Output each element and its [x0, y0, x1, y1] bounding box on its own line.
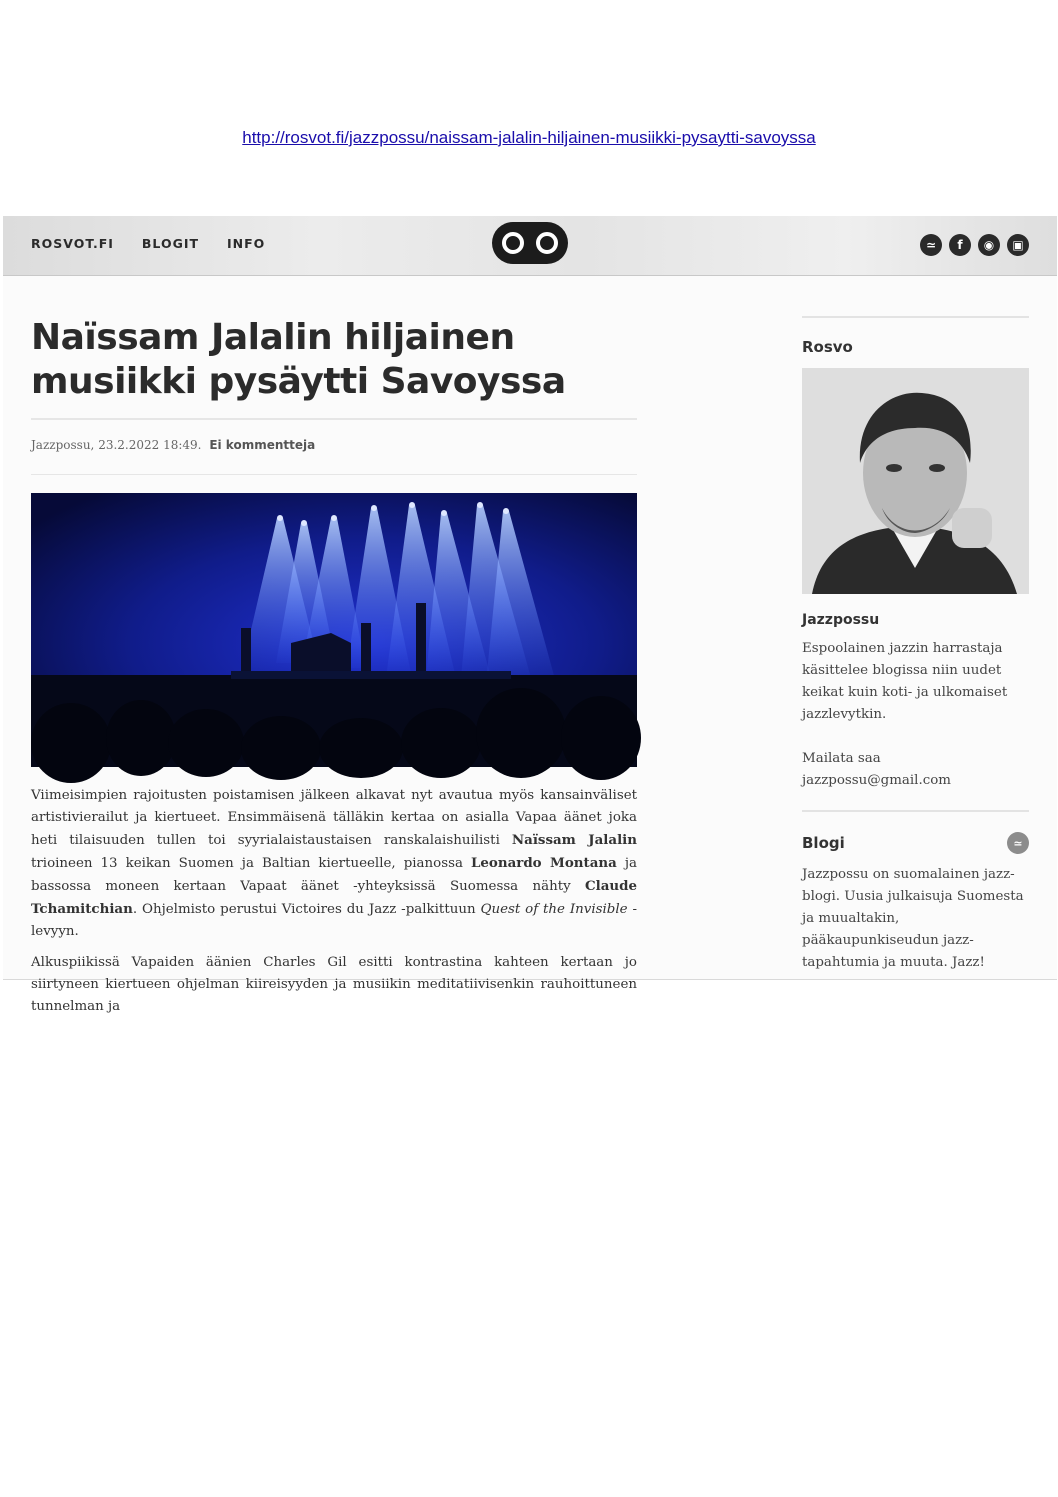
author-email: Mailata saa jazzpossu@gmail.com — [802, 751, 951, 788]
author-portrait — [802, 368, 1029, 594]
podcast-icon[interactable]: ◉ — [978, 234, 1000, 256]
rss-icon[interactable]: ≃ — [1007, 832, 1029, 854]
title-line-1: Naïssam Jalalin hiljainen — [31, 317, 515, 358]
facebook-icon[interactable]: f — [949, 234, 971, 256]
author-date: Jazzpossu, 23.2.2022 18:49. — [31, 438, 202, 452]
webpage-screenshot — [3, 216, 1057, 1014]
article — [31, 316, 637, 1027]
blog-heading: Blogi ≃ — [802, 832, 1029, 854]
paragraph-2: Alkuspiikissä Vapaiden äänien Charles Gil esitti kontrastina kahteen kertaan jo siirtyneen kiertueen ohjelman kiireisyyden ja musiikin meditatiivisenkin rauhoittuneen tunnelman ja — [31, 955, 637, 1014]
source-url-link[interactable]: http://rosvot.fi/jazzpossu/naissam-jalalin-hiljainen-musiikki-pysaytti-savoyssa — [242, 128, 816, 147]
social-links — [920, 234, 1029, 256]
author-name: Jazzpossu — [802, 612, 880, 628]
comments-link[interactable]: Ei kommentteja — [209, 438, 316, 452]
divider — [31, 418, 637, 420]
title-line-2: musiikki pysäytti Savoyssa — [31, 361, 566, 402]
concert-photo — [31, 493, 637, 767]
paragraph-1: Viimeisimpien rajoitusten poistamisen jälkeen alkavat nyt avautua myös kansainväliset artistivierailut ja kiertueet. Ensimmäisenä tälläkin kertaa on asialla Vapaa äänet joka heti tilaisuuden tullen toi syyrialaistaustaisen ranskalaishuilisti Naïssam Jalalin trioineen 13 keikan Suomen ja Baltian kiertueelle, pianossa Leonardo Montana ja bassossa moneen kertaan Vapaat äänet -yhteyksissä Suomessa nähty Claude Tchamitchian. Ohjelmisto perustui Victoires du Jazz -palkittuun Quest of the Invisible -levyyn. — [31, 788, 637, 939]
instagram-icon[interactable]: ▣ — [1007, 234, 1029, 256]
sidebar — [802, 316, 1029, 974]
divider — [802, 316, 1029, 318]
pianist-name: Leonardo Montana — [470, 855, 617, 871]
author-bio — [802, 638, 1029, 792]
nav-item-blogit[interactable]: BLOGIT — [141, 236, 200, 251]
artist-name: Naïssam Jalalin — [511, 832, 637, 848]
source-url — [0, 128, 1058, 148]
blog-description: Jazzpossu on suomalainen jazz-blogi. Uusia julkaisuja Suomesta ja muualtakin, pääkaupunkiseudun jazz-tapahtumia ja muuta. Jazz! — [802, 867, 1024, 970]
album-title: Quest of the Invisible — [480, 902, 628, 917]
divider — [802, 810, 1029, 812]
article-body — [31, 785, 637, 1018]
bio-text: Espoolainen jazzin harrastaja käsittelee blogissa niin uudet keikat kuin koti- ja ulkomaiset jazzlevytkin. — [802, 641, 1008, 722]
article-title — [31, 316, 637, 404]
rss-icon[interactable]: ≃ — [920, 234, 942, 256]
rosvot-logo-icon[interactable] — [492, 222, 568, 264]
sidebar-heading: Rosvo — [802, 338, 853, 356]
nav-item-rosvot[interactable]: ROSVOT.FI — [31, 236, 114, 251]
bassist-name: Claude Tchamitchian — [31, 878, 637, 917]
divider — [31, 474, 637, 475]
article-meta — [31, 438, 637, 458]
site-header — [3, 216, 1057, 276]
nav-item-info[interactable]: INFO — [227, 236, 266, 251]
main-nav — [31, 236, 265, 251]
